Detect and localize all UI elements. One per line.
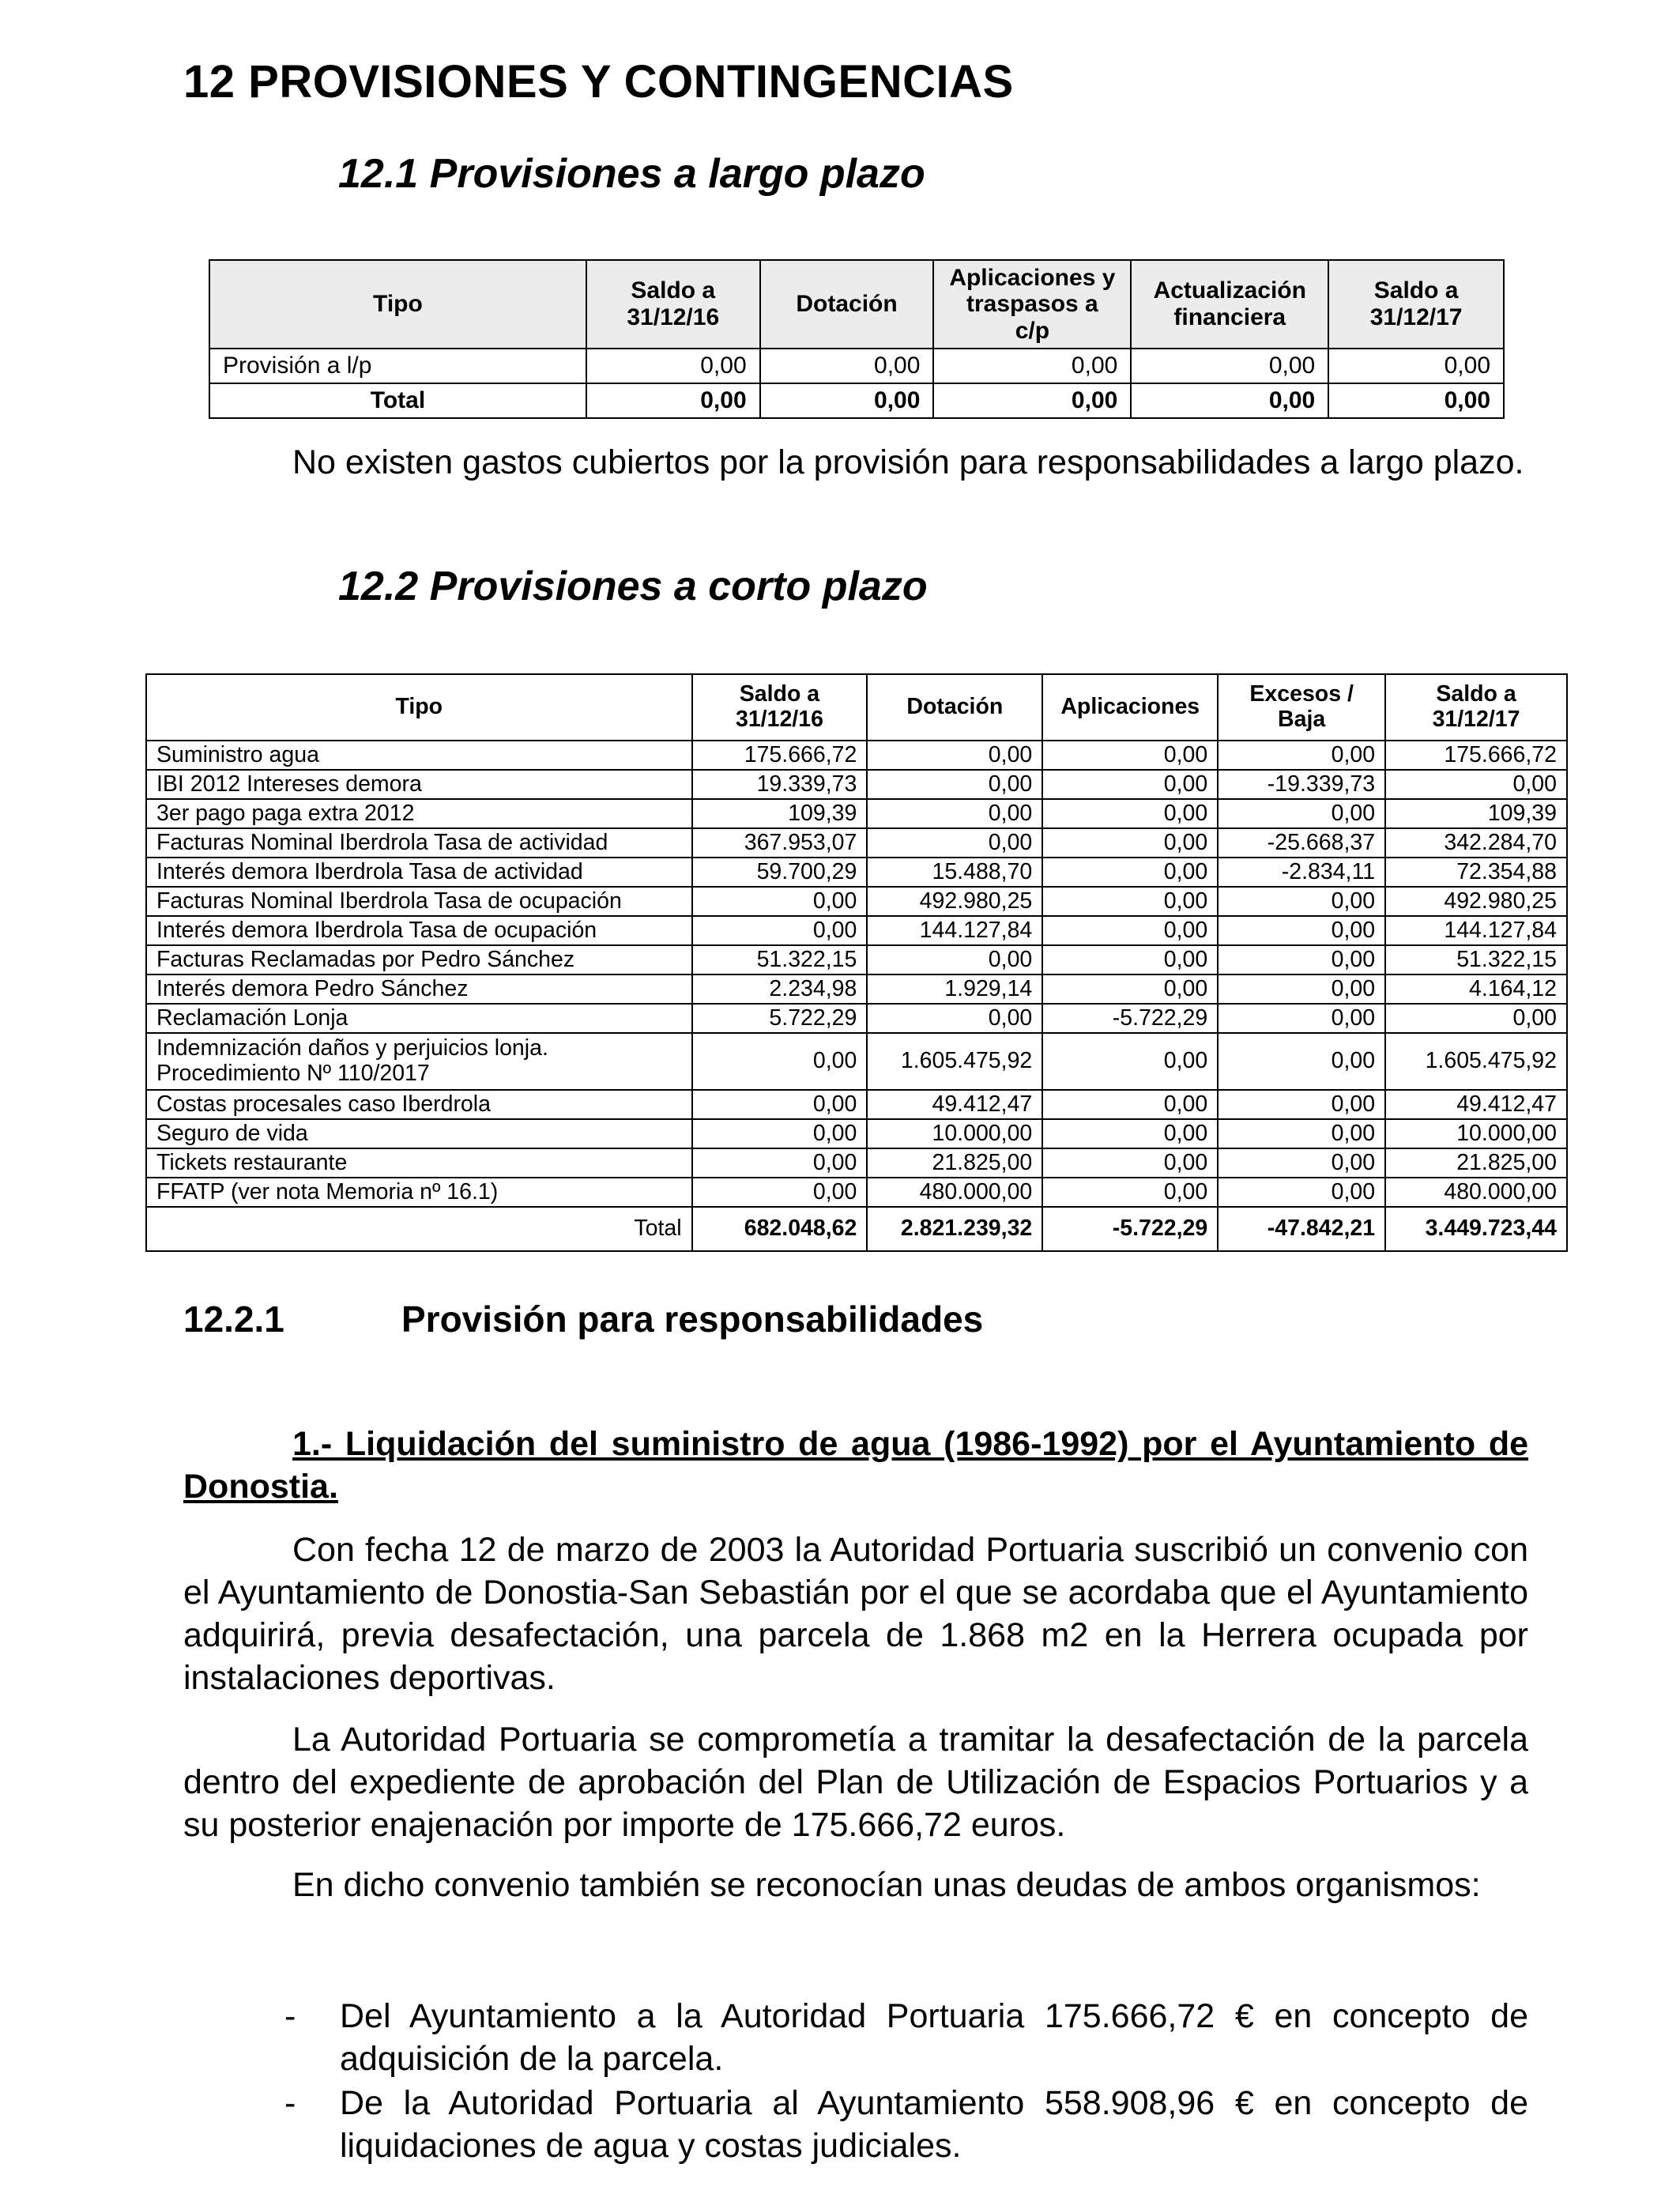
table-cell: 0,00 bbox=[586, 383, 760, 418]
table-cell: 0,00 bbox=[1218, 974, 1385, 1004]
paragraph-compromiso: La Autoridad Portuaria se comprometía a tramitar la desafectación de la parcela dentro del expediente de aprobación del Plan de Utilización de Espacios Portuarios y a su posterior enajenación por importe de 175.666,72 euros. bbox=[183, 1721, 1528, 1844]
table-cell: 480.000,00 bbox=[867, 1178, 1042, 1207]
table-cell: 0,00 bbox=[692, 1119, 868, 1148]
table-cell: 10.000,00 bbox=[867, 1119, 1042, 1148]
table-cell: 0,00 bbox=[1042, 916, 1218, 945]
paragraph-no-gastos: No existen gastos cubiertos por la provisión para responsabilidades a largo plazo. bbox=[292, 443, 1524, 481]
table-cell: 0,00 bbox=[1218, 1178, 1385, 1207]
table-total-row bbox=[146, 1207, 1567, 1251]
table-cell: 3er pago paga extra 2012 bbox=[146, 799, 692, 828]
table-cell: 175.666,72 bbox=[692, 741, 868, 770]
table-cell: 1.605.475,92 bbox=[1385, 1033, 1567, 1090]
table-cell: 0,00 bbox=[1042, 945, 1218, 974]
table-cell: 1.929,14 bbox=[867, 974, 1042, 1004]
table-cell: 0,00 bbox=[760, 383, 934, 418]
table-cell: 0,00 bbox=[1042, 1178, 1218, 1207]
table-cell: 0,00 bbox=[867, 945, 1042, 974]
table-cell: 59.700,29 bbox=[692, 858, 868, 887]
table-cell: 0,00 bbox=[1042, 1119, 1218, 1148]
table-cell: 342.284,70 bbox=[1385, 828, 1567, 858]
table-cell: 0,00 bbox=[1042, 887, 1218, 916]
table-cell: 0,00 bbox=[867, 1004, 1042, 1033]
table-row bbox=[146, 741, 1567, 770]
table-cell: 0,00 bbox=[692, 1033, 868, 1090]
table-cell: 0,00 bbox=[1218, 799, 1385, 828]
table-cell: Interés demora Iberdrola Tasa de actividad bbox=[146, 858, 692, 887]
table-cell: 0,00 bbox=[692, 1090, 868, 1119]
table-cell: 0,00 bbox=[1042, 1090, 1218, 1119]
table-cell: 0,00 bbox=[933, 349, 1131, 383]
table-cell: 15.488,70 bbox=[867, 858, 1042, 887]
table-cell: -5.722,29 bbox=[1042, 1207, 1218, 1251]
table-cell: 144.127,84 bbox=[1385, 916, 1567, 945]
table-cell: 175.666,72 bbox=[1385, 741, 1567, 770]
header-cell: Dotación bbox=[760, 260, 934, 349]
header-cell: Actualización financiera bbox=[1131, 260, 1328, 349]
header-cell: Aplicaciones bbox=[1042, 674, 1218, 741]
table-cell: 0,00 bbox=[1042, 1148, 1218, 1178]
table-cell: -47.842,21 bbox=[1218, 1207, 1385, 1251]
paragraph-convenio: Con fecha 12 de marzo de 2003 la Autoridad Portuaria suscribió un convenio con el Ayuntamiento de Donostia-San Sebastián por el que se acordaba que el Ayuntamiento adquirirá, previa desafectación, una parcela de 1.868 m2 en la Herrera ocupada por instalaciones deportivas. bbox=[183, 1531, 1528, 1697]
list-item-text: De la Autoridad Portuaria al Ayuntamiento 558.908,96 € en concepto de liquidaciones de agua y costas judiciales. bbox=[340, 2084, 1528, 2165]
table-cell: 109,39 bbox=[692, 799, 868, 828]
table-cell: 109,39 bbox=[1385, 799, 1567, 828]
list-item bbox=[284, 2082, 1528, 2167]
table-cell: Facturas Nominal Iberdrola Tasa de actividad bbox=[146, 828, 692, 858]
list-item-text: Del Ayuntamiento a la Autoridad Portuaria 175.666,72 € en concepto de adquisición de la parcela. bbox=[340, 1997, 1528, 2078]
table-cell: 19.339,73 bbox=[692, 770, 868, 799]
table-cell: 492.980,25 bbox=[867, 887, 1042, 916]
table-row bbox=[146, 1004, 1567, 1033]
table-cell: 0,00 bbox=[1328, 383, 1504, 418]
table-cell: Seguro de vida bbox=[146, 1119, 692, 1148]
table-cell: 0,00 bbox=[1218, 916, 1385, 945]
header-cell: Saldo a 31/12/17 bbox=[1328, 260, 1504, 349]
table-cell: 682.048,62 bbox=[692, 1207, 868, 1251]
table-cell: -2.834,11 bbox=[1218, 858, 1385, 887]
table-cell: Indemnización daños y perjuicios lonja. Procedimiento Nº 110/2017 bbox=[146, 1033, 692, 1090]
table-cell: 480.000,00 bbox=[1385, 1178, 1567, 1207]
section-heading-12-2: 12.2 Provisiones a corto plazo bbox=[338, 564, 928, 609]
table-cell: 0,00 bbox=[867, 770, 1042, 799]
table-cell: Tickets restaurante bbox=[146, 1148, 692, 1178]
table-cell: Facturas Nominal Iberdrola Tasa de ocupación bbox=[146, 887, 692, 916]
table-cell: -5.722,29 bbox=[1042, 1004, 1218, 1033]
table-row bbox=[146, 974, 1567, 1004]
table-row bbox=[146, 945, 1567, 974]
table-row bbox=[146, 1090, 1567, 1119]
table-cell: Interés demora Iberdrola Tasa de ocupación bbox=[146, 916, 692, 945]
table-row bbox=[146, 1119, 1567, 1148]
table-row bbox=[146, 1033, 1567, 1090]
subsection-title: Provisión para responsabilidades bbox=[401, 1299, 984, 1340]
table-cell: 0,00 bbox=[1042, 741, 1218, 770]
table-cell: 0,00 bbox=[1218, 741, 1385, 770]
table-cell: 0,00 bbox=[760, 349, 934, 383]
table-cell: 144.127,84 bbox=[867, 916, 1042, 945]
table-cell: 0,00 bbox=[933, 383, 1131, 418]
table-cell: 0,00 bbox=[1042, 770, 1218, 799]
table-cell: 0,00 bbox=[1218, 945, 1385, 974]
list-dash: - bbox=[284, 1997, 296, 2035]
table-cell: FFATP (ver nota Memoria nº 16.1) bbox=[146, 1178, 692, 1207]
table-cell: Suministro agua bbox=[146, 741, 692, 770]
table-cell: IBI 2012 Intereses demora bbox=[146, 770, 692, 799]
table-cell: 0,00 bbox=[1042, 799, 1218, 828]
table-row bbox=[146, 858, 1567, 887]
long-term-provisions-table bbox=[209, 259, 1505, 419]
table-cell: 0,00 bbox=[1042, 858, 1218, 887]
section-heading-12-1: 12.1 Provisiones a largo plazo bbox=[338, 151, 925, 197]
table-cell: 51.322,15 bbox=[1385, 945, 1567, 974]
table-cell: 2.234,98 bbox=[692, 974, 868, 1004]
table-cell: 0,00 bbox=[867, 799, 1042, 828]
table-cell: 21.825,00 bbox=[1385, 1148, 1567, 1178]
header-cell: Aplicaciones y traspasos a c/p bbox=[933, 260, 1131, 349]
table-header-row bbox=[146, 674, 1567, 741]
table-cell: 0,00 bbox=[1385, 770, 1567, 799]
table-cell: 1.605.475,92 bbox=[867, 1033, 1042, 1090]
subsection-number: 12.2.1 bbox=[183, 1299, 284, 1340]
header-cell: Dotación bbox=[867, 674, 1042, 741]
table-cell: 0,00 bbox=[1218, 1033, 1385, 1090]
table-row bbox=[146, 828, 1567, 858]
table-cell: 0,00 bbox=[1218, 1004, 1385, 1033]
list-item bbox=[284, 1995, 1528, 2080]
table-cell: 0,00 bbox=[1131, 349, 1328, 383]
table-cell: 0,00 bbox=[1042, 974, 1218, 1004]
header-cell: Excesos / Baja bbox=[1218, 674, 1385, 741]
table-cell: 492.980,25 bbox=[1385, 887, 1567, 916]
table-cell: 21.825,00 bbox=[867, 1148, 1042, 1178]
table-cell: -25.668,37 bbox=[1218, 828, 1385, 858]
table-cell: 0,00 bbox=[1218, 1119, 1385, 1148]
table-cell: 0,00 bbox=[1385, 1004, 1567, 1033]
table-cell: 0,00 bbox=[1328, 349, 1504, 383]
header-cell: Saldo a 31/12/17 bbox=[1385, 674, 1567, 741]
header-cell: Tipo bbox=[146, 674, 692, 741]
table-cell: 49.412,47 bbox=[867, 1090, 1042, 1119]
table-cell: 2.821.239,32 bbox=[867, 1207, 1042, 1251]
table-cell: 0,00 bbox=[1218, 1090, 1385, 1119]
table-cell: 51.322,15 bbox=[692, 945, 868, 974]
table-cell: 49.412,47 bbox=[1385, 1090, 1567, 1119]
table-cell: Total bbox=[209, 383, 586, 418]
table-row bbox=[146, 887, 1567, 916]
table-cell: 3.449.723,44 bbox=[1385, 1207, 1567, 1251]
table-cell: 0,00 bbox=[1042, 1033, 1218, 1090]
table-cell: 0,00 bbox=[1218, 1148, 1385, 1178]
table-cell: 0,00 bbox=[692, 887, 868, 916]
table-cell: Facturas Reclamadas por Pedro Sánchez bbox=[146, 945, 692, 974]
table-header-row bbox=[209, 260, 1504, 349]
table-row bbox=[146, 770, 1567, 799]
paragraph-deudas: En dicho convenio también se reconocían unas deudas de ambos organismos: bbox=[292, 1866, 1481, 1904]
table-cell: 0,00 bbox=[1218, 887, 1385, 916]
header-cell: Saldo a 31/12/16 bbox=[586, 260, 760, 349]
short-term-provisions-table bbox=[145, 673, 1568, 1252]
table-row bbox=[146, 916, 1567, 945]
table-cell: Reclamación Lonja bbox=[146, 1004, 692, 1033]
page-title: 12 PROVISIONES Y CONTINGENCIAS bbox=[183, 56, 1014, 107]
table-cell: 0,00 bbox=[867, 741, 1042, 770]
header-cell: Tipo bbox=[209, 260, 586, 349]
table-row bbox=[146, 1178, 1567, 1207]
table-cell: 0,00 bbox=[1131, 383, 1328, 418]
table-cell: 367.953,07 bbox=[692, 828, 868, 858]
table-cell: Provisión a l/p bbox=[209, 349, 586, 383]
table-cell: 72.354,88 bbox=[1385, 858, 1567, 887]
table-cell: 0,00 bbox=[692, 1178, 868, 1207]
list-dash: - bbox=[284, 2084, 296, 2122]
table-cell: -19.339,73 bbox=[1218, 770, 1385, 799]
table-cell: 10.000,00 bbox=[1385, 1119, 1567, 1148]
table-cell: Costas procesales caso Iberdrola bbox=[146, 1090, 692, 1119]
header-cell: Saldo a 31/12/16 bbox=[692, 674, 868, 741]
table-row bbox=[146, 799, 1567, 828]
table-cell: Total bbox=[146, 1207, 692, 1251]
table-cell: 0,00 bbox=[586, 349, 760, 383]
table-cell: 0,00 bbox=[692, 1148, 868, 1178]
table-cell: 4.164,12 bbox=[1385, 974, 1567, 1004]
table-cell: 5.722,29 bbox=[692, 1004, 868, 1033]
table-cell: 0,00 bbox=[1042, 828, 1218, 858]
table-total-row bbox=[209, 383, 1504, 418]
table-row bbox=[146, 1148, 1567, 1178]
table-cell: Interés demora Pedro Sánchez bbox=[146, 974, 692, 1004]
item-heading: 1.- Liquidación del suministro de agua (1986-1992) por el Ayuntamiento de Donostia. bbox=[183, 1425, 1528, 1506]
table-cell: 0,00 bbox=[867, 828, 1042, 858]
table-row bbox=[209, 349, 1504, 383]
table-cell: 0,00 bbox=[692, 916, 868, 945]
